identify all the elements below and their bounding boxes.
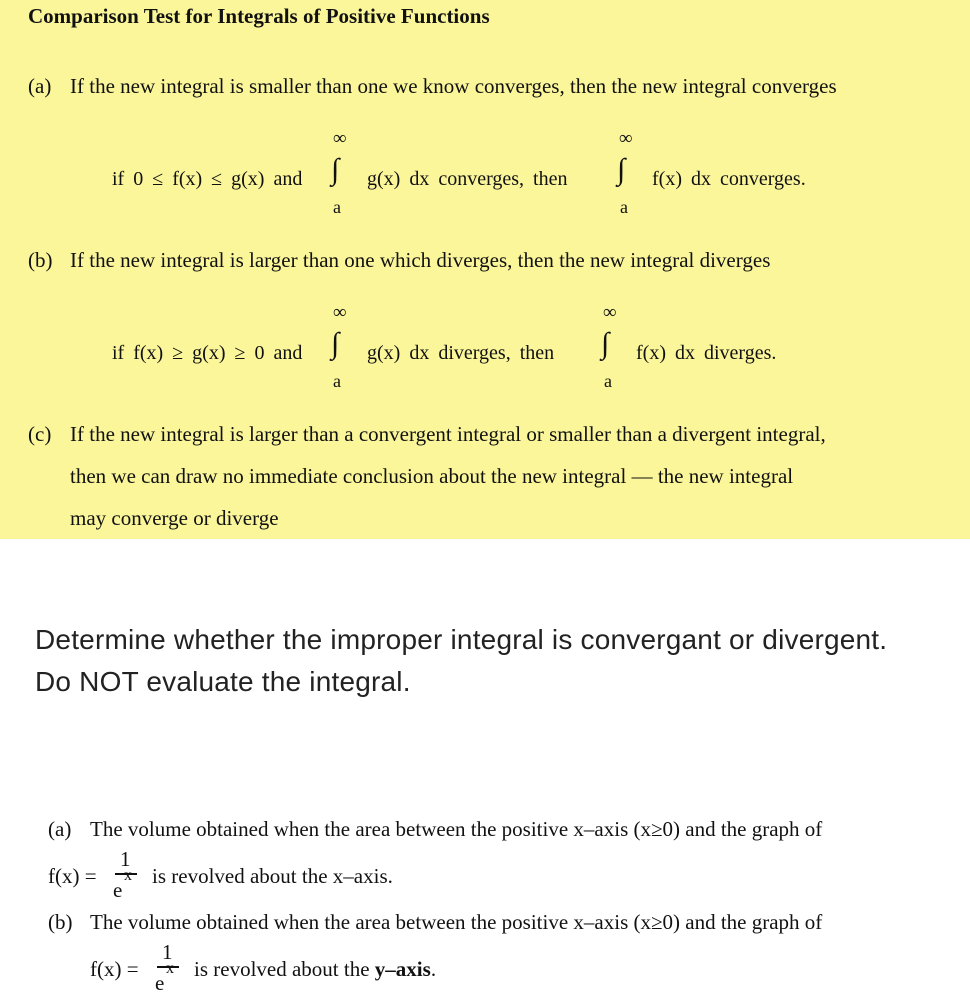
- integral-sign-icon: ∫: [617, 153, 626, 186]
- integral-sign-icon: ∫: [331, 327, 340, 360]
- problem-b-denominator: e: [155, 971, 165, 995]
- part-b-f-clause: f(x) dx diverges.: [636, 342, 777, 364]
- integral-sign-icon: ∫: [601, 327, 610, 360]
- problem-a-numerator: 1: [120, 847, 131, 871]
- part-b-upper-limit-2: ∞: [603, 302, 617, 323]
- part-b-g-clause: g(x) dx diverges, then: [367, 342, 555, 364]
- problem-b-text: The volume obtained when the area between the positive x–axis (x≥0) and the graph of: [90, 910, 823, 934]
- problem-a-tail: is revolved about the x–axis.: [152, 864, 393, 888]
- problem-b-tail-post: .: [430, 957, 437, 981]
- part-a-g-clause: g(x) dx converges, then: [367, 168, 568, 190]
- part-b-label: (b): [28, 248, 53, 272]
- part-b-if-clause: if f(x) ≥ g(x) ≥ 0 and: [112, 342, 303, 364]
- problem-b-tail-bold: y–axis: [374, 957, 431, 981]
- part-c-line3: may converge or diverge: [70, 506, 279, 530]
- problem-b-label: (b): [48, 910, 73, 934]
- part-b-lower-limit-1: a: [333, 371, 341, 391]
- problem-b-f-label: f(x) =: [90, 957, 139, 981]
- instruction-line1: Determine whether the improper integral is convergant or divergent.: [35, 624, 888, 655]
- part-b-upper-limit-1: ∞: [333, 302, 347, 323]
- integral-sign-icon: ∫: [331, 153, 340, 186]
- problem-a-label: (a): [48, 817, 72, 841]
- problem-a-f-label: f(x) =: [48, 864, 97, 888]
- part-a-lower-limit-2: a: [620, 197, 628, 217]
- problem-a-denominator: e: [113, 878, 123, 902]
- part-a-upper-limit-1: ∞: [333, 128, 347, 149]
- part-a-label: (a): [28, 74, 52, 98]
- part-b-text: If the new integral is larger than one which diverges, then the new integral diverges: [70, 248, 771, 272]
- part-a-if-clause: if 0 ≤ f(x) ≤ g(x) and: [112, 168, 303, 190]
- problem-b-exponent: x: [166, 960, 174, 977]
- problem-a-text: The volume obtained when the area between the positive x–axis (x≥0) and the graph of: [90, 817, 823, 841]
- part-a-upper-limit-2: ∞: [619, 128, 633, 149]
- part-a-text: If the new integral is smaller than one we know converges, then the new integral converges: [70, 74, 837, 98]
- part-c-line2: then we can draw no immediate conclusion about the new integral — the new integral: [70, 464, 794, 488]
- problem-b-numerator: 1: [162, 940, 173, 964]
- problem-b-tail-pre: is revolved about the: [194, 957, 375, 981]
- part-a-f-clause: f(x) dx converges.: [652, 168, 806, 190]
- part-c-line1: If the new integral is larger than a convergent integral or smaller than a divergent integral,: [70, 422, 826, 446]
- comparison-title: Comparison Test for Integrals of Positive Functions: [28, 4, 490, 28]
- part-c-label: (c): [28, 422, 52, 446]
- part-b-lower-limit-2: a: [604, 371, 612, 391]
- problem-a-exponent: x: [124, 867, 132, 884]
- part-a-lower-limit-1: a: [333, 197, 341, 217]
- instruction-line2: Do NOT evaluate the integral.: [35, 666, 411, 697]
- problem-b-tail: [194, 957, 436, 982]
